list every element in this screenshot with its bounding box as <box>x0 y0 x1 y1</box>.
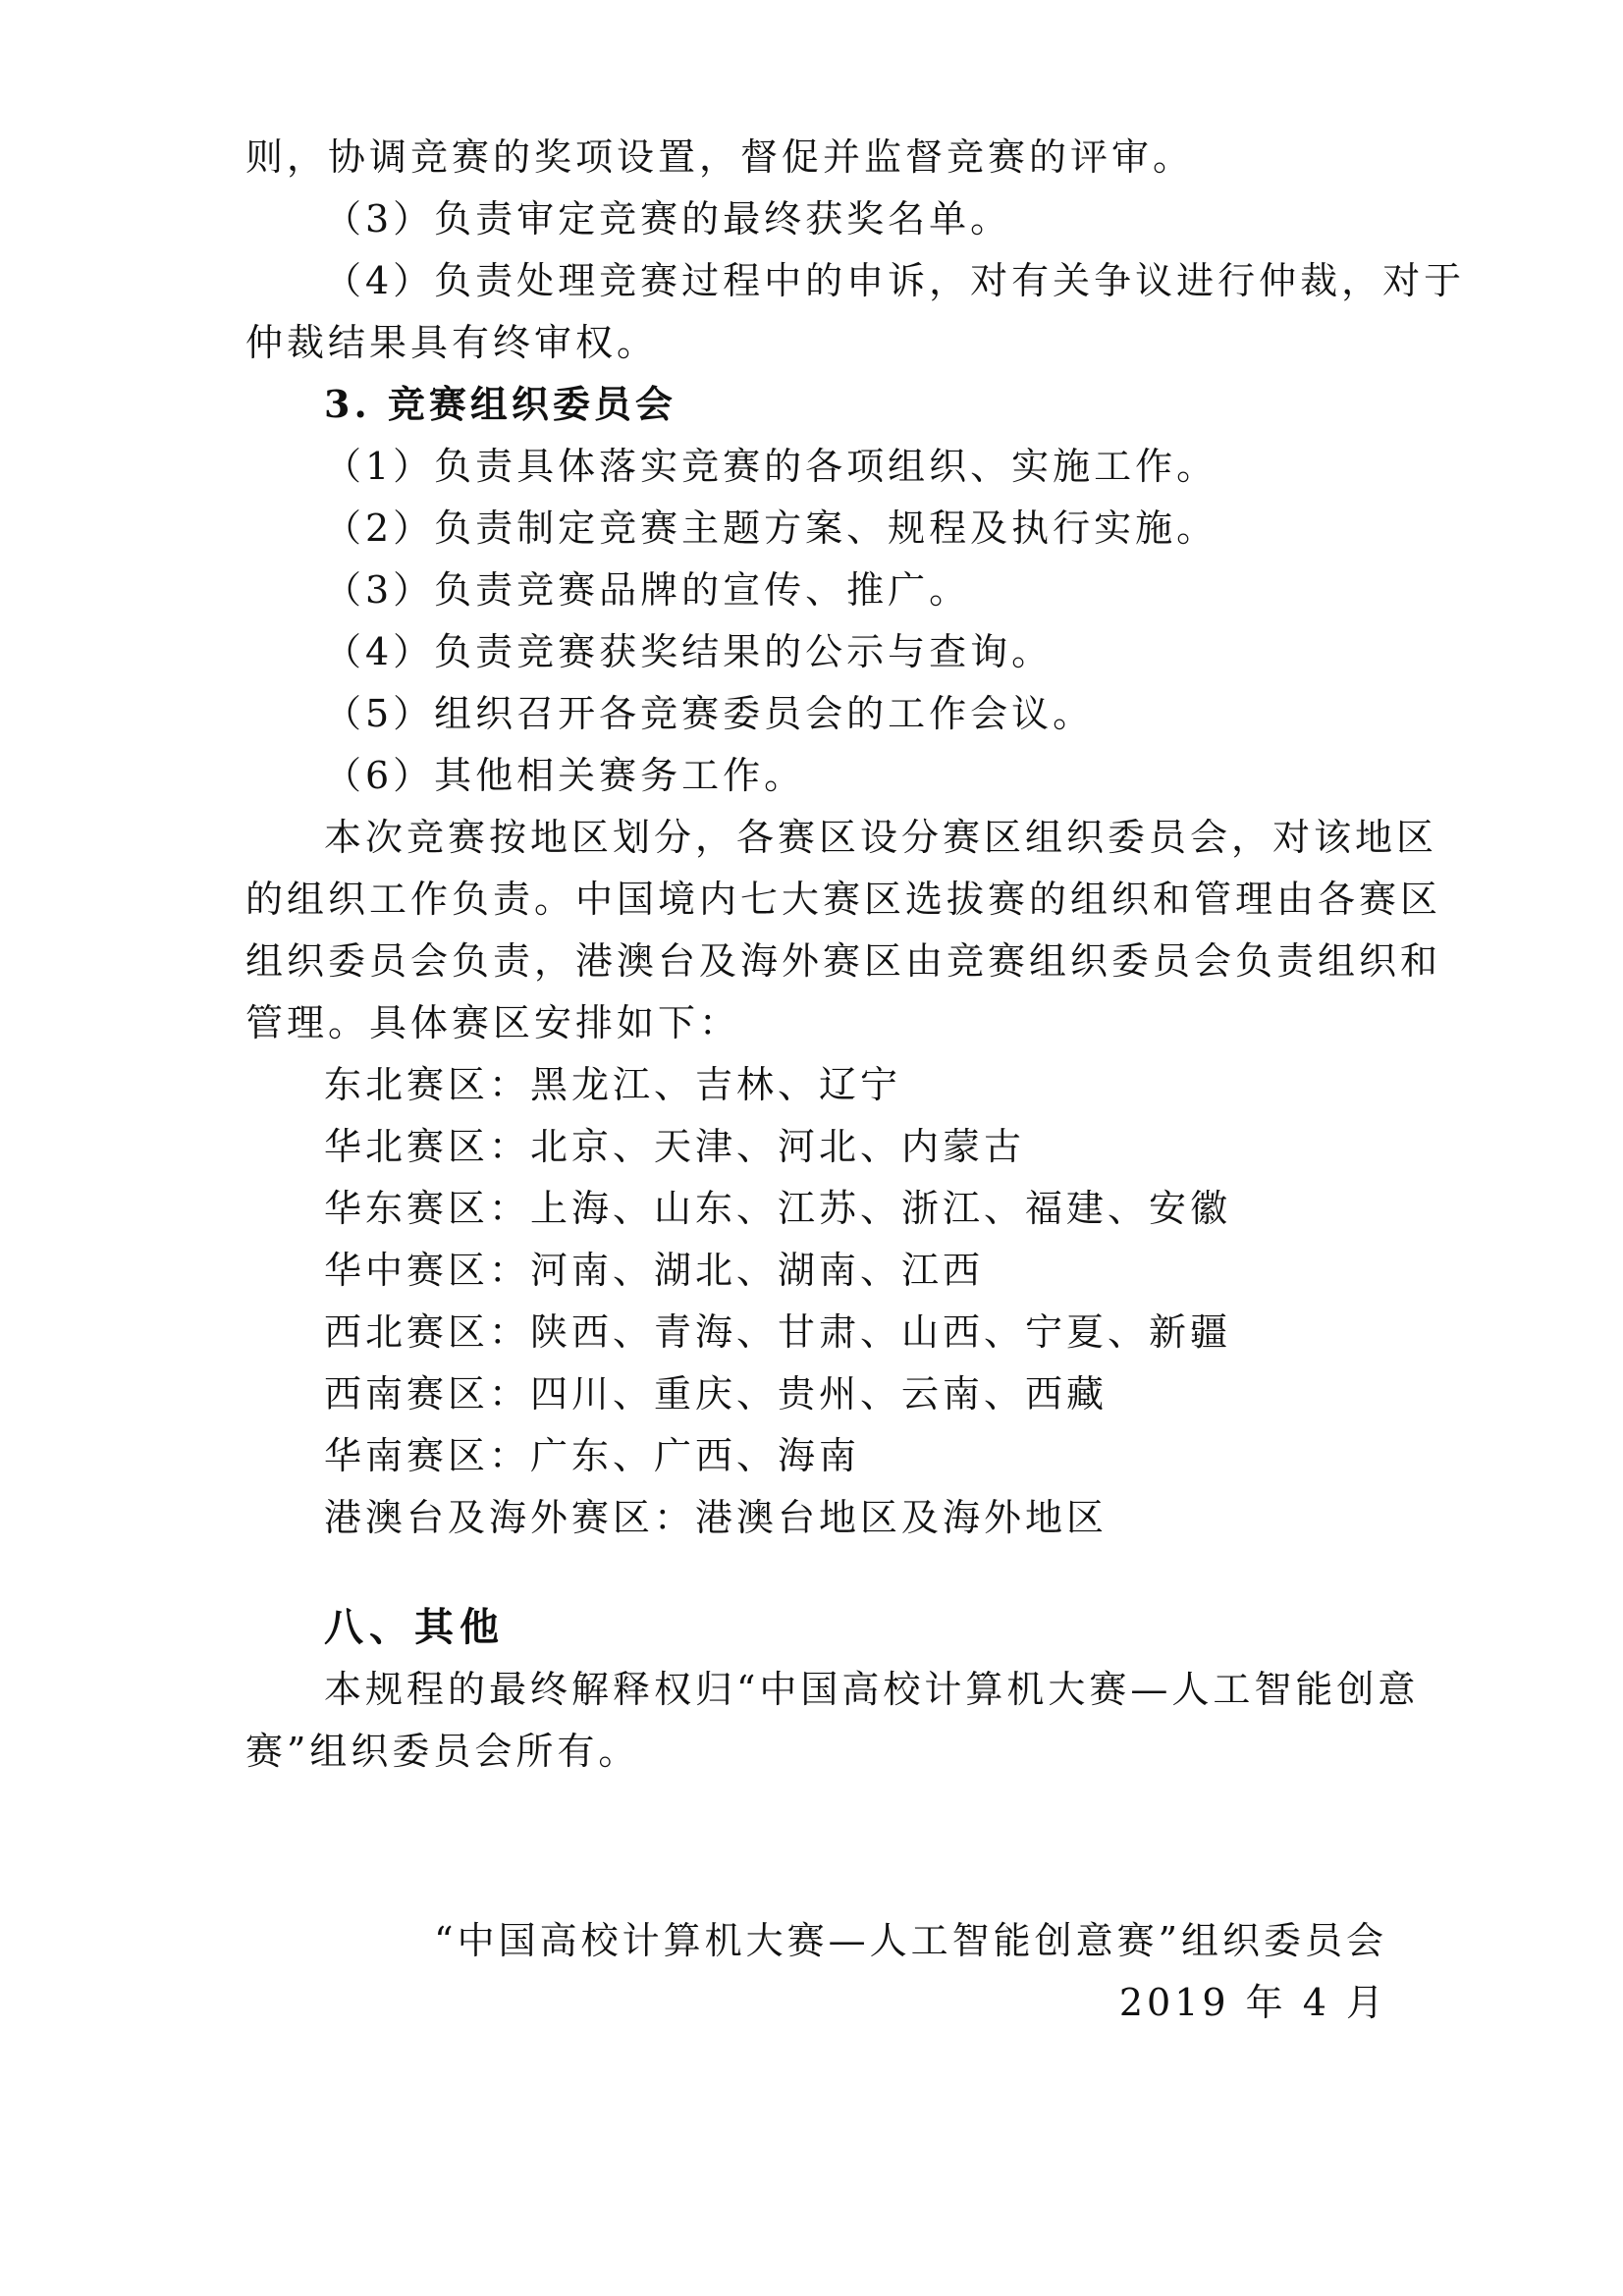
paragraph-line: （6）其他相关赛务工作。 <box>324 754 806 797</box>
paragraph-line: 本次竞赛按地区划分，各赛区设分赛区组织委员会，对该地区 <box>324 816 1438 859</box>
subsection-heading: 3. 竞赛组织委员会 <box>324 382 676 426</box>
paragraph-line: 的组织工作负责。中国境内七大赛区选拔赛的组织和管理由各赛区 <box>245 878 1442 921</box>
paragraph-line: （2）负责制定竞赛主题方案、规程及执行实施。 <box>324 507 1218 550</box>
section-heading: 八、其他 <box>324 1604 505 1650</box>
signature-organization: “中国高校计算机大赛—人工智能创意赛”组织委员会 <box>434 1919 1387 1962</box>
paragraph-line: （5）组织召开各竞赛委员会的工作会议。 <box>324 692 1095 735</box>
paragraph-line: （4）负责竞赛获奖结果的公示与查询。 <box>324 630 1054 673</box>
paragraph-line: （1）负责具体落实竞赛的各项组织、实施工作。 <box>324 445 1218 488</box>
paragraph-line: 管理。具体赛区安排如下： <box>245 1001 741 1044</box>
paragraph-line: 赛”组织委员会所有。 <box>245 1730 640 1773</box>
paragraph-line: 组织委员会负责，港澳台及海外赛区由竞赛组织委员会负责组织和 <box>245 939 1442 983</box>
region-line: 西南赛区：四川、重庆、贵州、云南、西藏 <box>324 1372 1109 1415</box>
region-line: 港澳台及海外赛区：港澳台地区及海外地区 <box>324 1496 1109 1539</box>
region-line: 西北赛区：陕西、青海、甘肃、山西、宁夏、新疆 <box>324 1310 1232 1354</box>
signature-date: 2019 年 4 月 <box>1118 1981 1387 2024</box>
paragraph-line: （3）负责竞赛品牌的宣传、推广。 <box>324 568 971 612</box>
paragraph-line: 本规程的最终解释权归“中国高校计算机大赛—人工智能创意 <box>324 1668 1420 1711</box>
paragraph-line: 仲裁结果具有终审权。 <box>245 321 659 364</box>
paragraph-line: （4）负责处理竞赛过程中的申诉，对有关争议进行仲裁，对于 <box>324 259 1466 302</box>
region-line: 东北赛区：黑龙江、吉林、辽宁 <box>324 1063 902 1106</box>
region-line: 华北赛区：北京、天津、河北、内蒙古 <box>324 1125 1026 1168</box>
region-line: 华南赛区：广东、广西、海南 <box>324 1434 861 1477</box>
paragraph-line: 则，协调竞赛的奖项设置，督促并监督竞赛的评审。 <box>245 135 1195 179</box>
region-line: 华东赛区：上海、山东、江苏、浙江、福建、安徽 <box>324 1187 1232 1230</box>
region-line: 华中赛区：河南、湖北、湖南、江西 <box>324 1249 985 1292</box>
paragraph-line: （3）负责审定竞赛的最终获奖名单。 <box>324 197 1012 240</box>
